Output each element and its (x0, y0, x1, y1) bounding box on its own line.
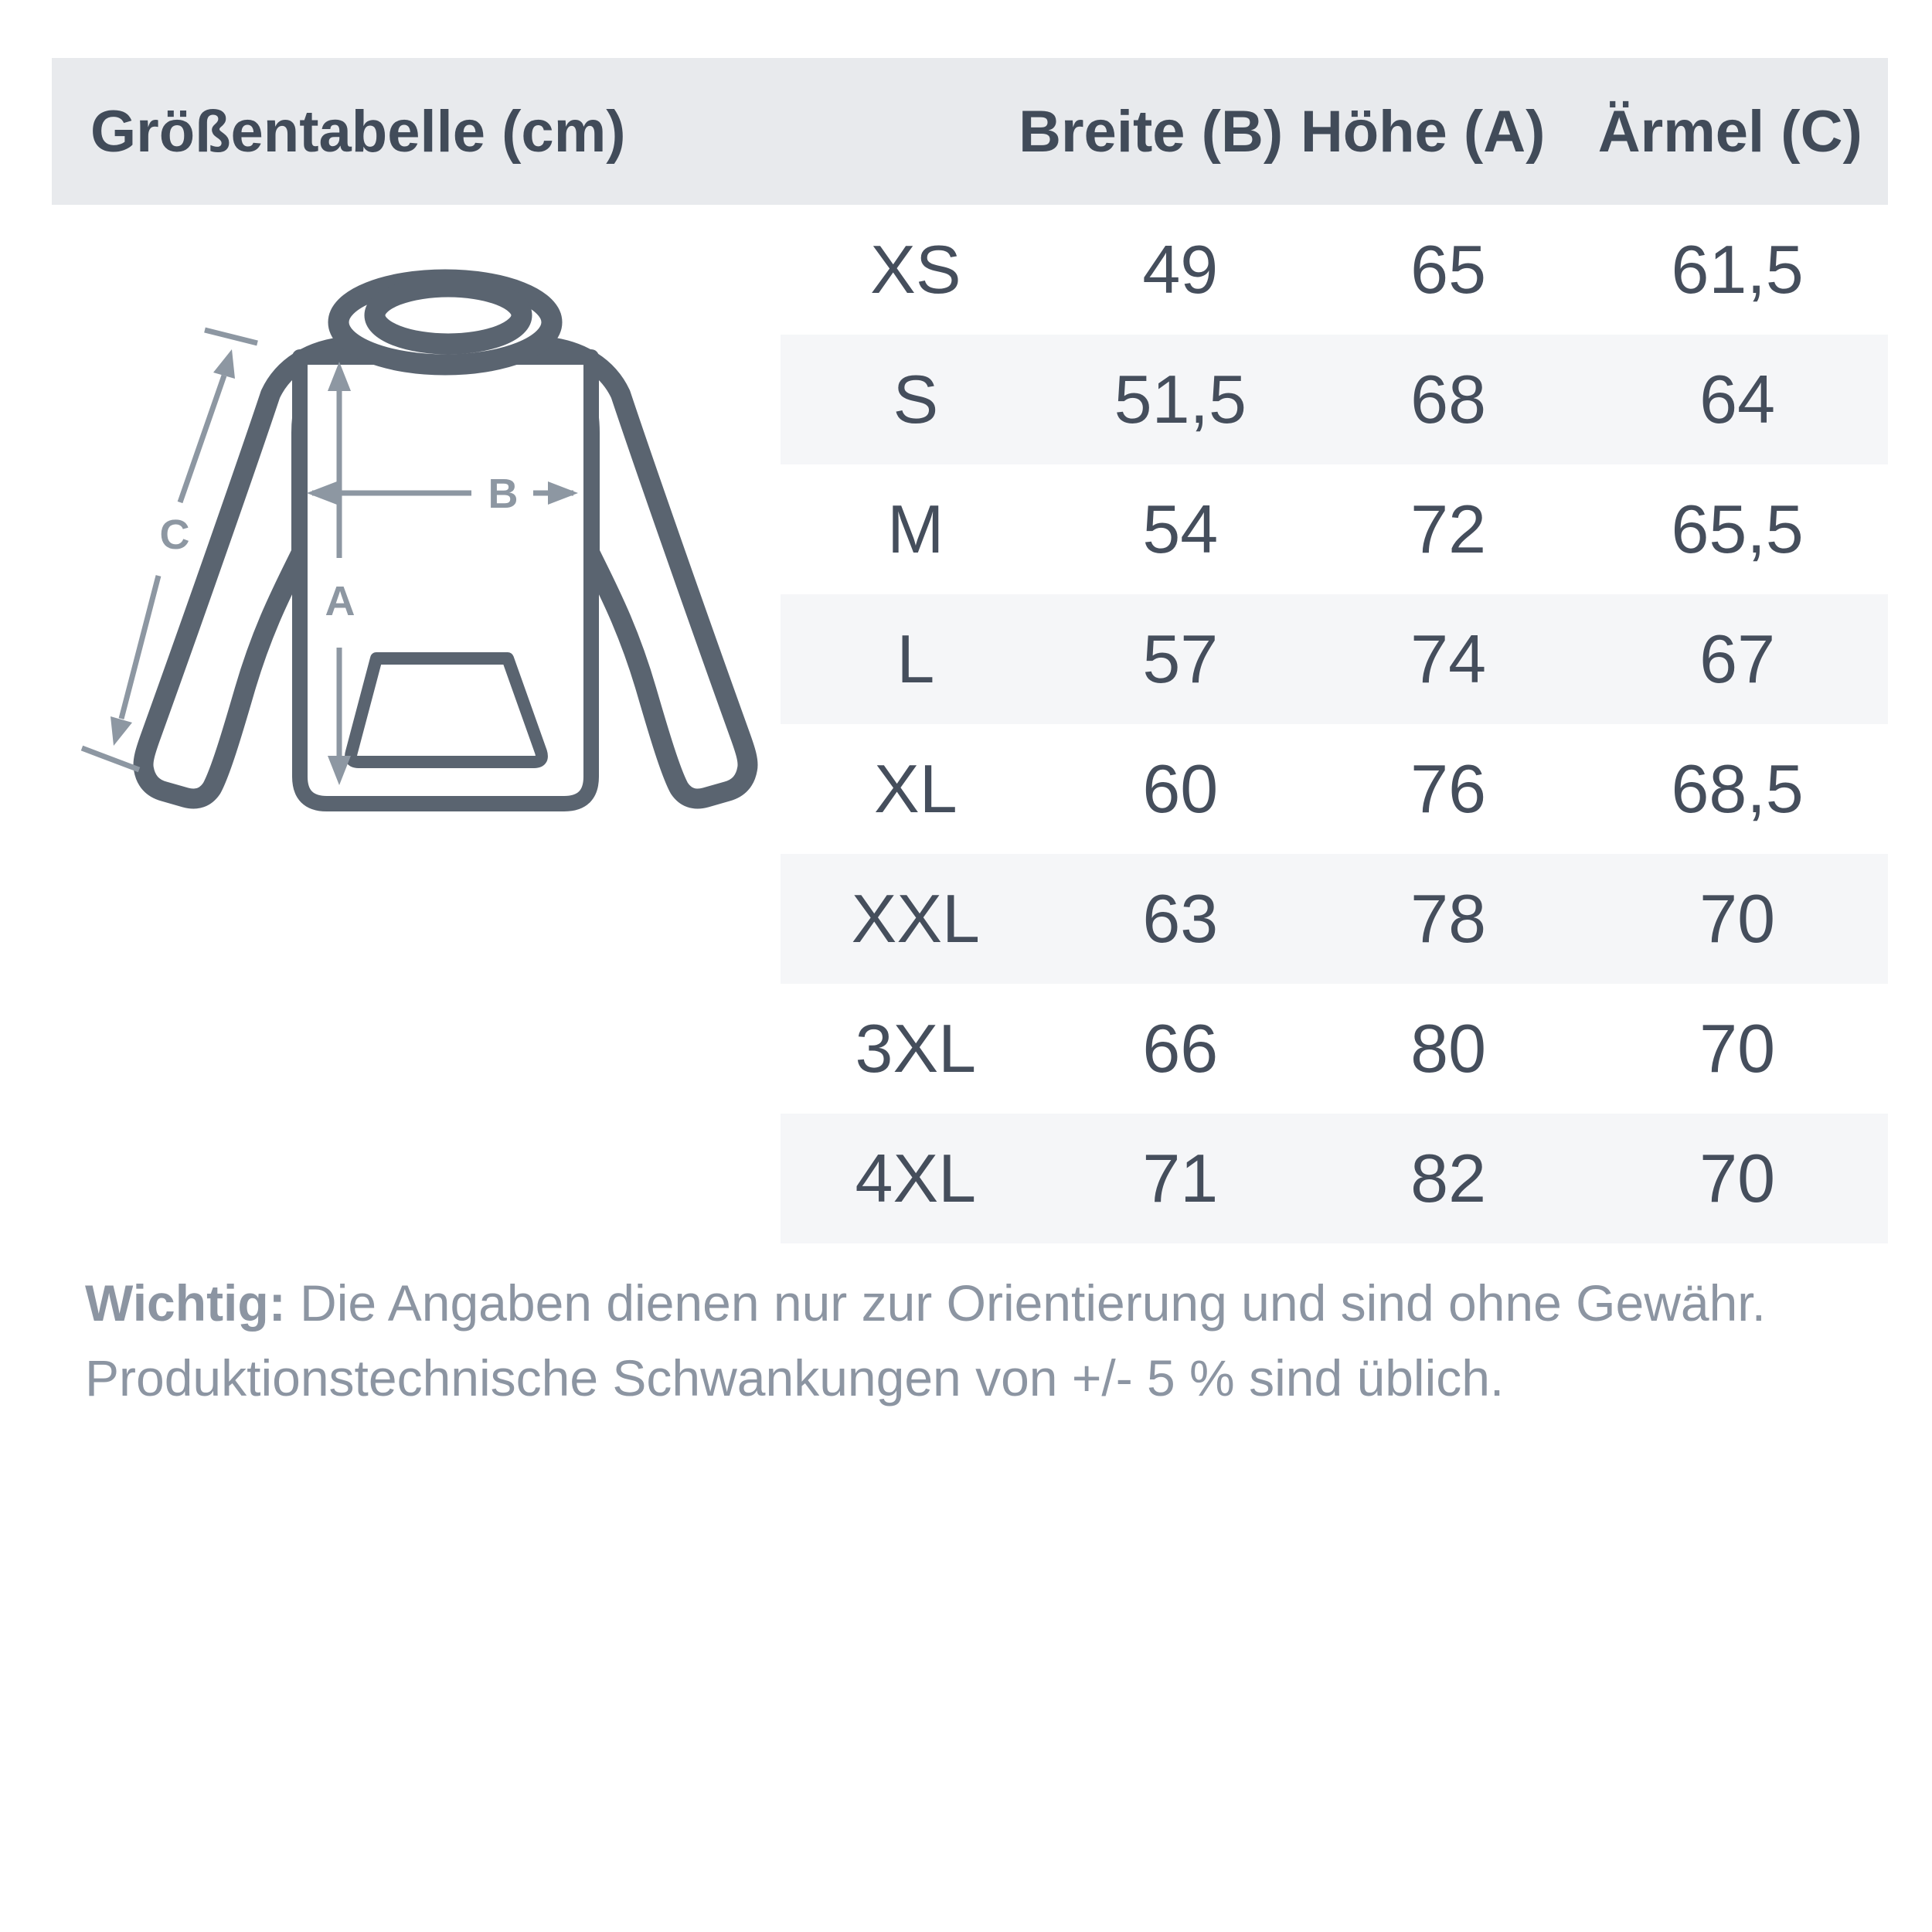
disclaimer-line2: Produktionstechnische Schwankungen von +/- 5 % sind üblich. (85, 1349, 1505, 1406)
column-header-aermel: Ärmel (C) (1597, 98, 1862, 165)
disclaimer-bold-prefix: Wichtig: (85, 1274, 286, 1332)
breite-value: 60 (1142, 750, 1219, 827)
hoehe-value: 80 (1410, 1010, 1487, 1087)
page-title: Größentabelle (cm) (90, 98, 626, 165)
disclaimer-line1: Die Angaben dienen nur zur Orientierung und sind ohne Gewähr. (285, 1274, 1766, 1332)
hoodie-measurement-diagram (62, 247, 773, 835)
breite-value: 66 (1142, 1010, 1219, 1087)
hoehe-value: 78 (1410, 880, 1487, 957)
size-label: M (887, 491, 944, 567)
breite-value: 63 (1142, 880, 1219, 957)
label-b: B (488, 471, 519, 517)
breite-value: 51,5 (1114, 361, 1247, 437)
size-label: 4XL (855, 1140, 977, 1216)
aermel-value: 65,5 (1671, 491, 1804, 567)
hoodie-icon (143, 280, 747, 804)
size-chart-header (52, 58, 1888, 205)
size-label: XXL (851, 880, 980, 957)
table-row-m (781, 464, 1888, 594)
column-header-breite: Breite (B) (1019, 98, 1284, 165)
table-row-l (781, 594, 1888, 724)
hoehe-value: 72 (1410, 491, 1487, 567)
aermel-value: 70 (1699, 880, 1776, 957)
hoodie-hood-opening (375, 287, 522, 344)
aermel-value: 64 (1699, 361, 1776, 437)
size-label: XL (874, 750, 957, 827)
label-c: C (159, 512, 190, 558)
breite-value: 54 (1142, 491, 1219, 567)
hoehe-value: 65 (1410, 231, 1487, 308)
size-label: S (893, 361, 939, 437)
aermel-value: 68,5 (1671, 750, 1804, 827)
table-row-xl (781, 724, 1888, 854)
table-row-s (781, 335, 1888, 464)
breite-value: 57 (1142, 621, 1219, 697)
aermel-value: 61,5 (1671, 231, 1804, 308)
table-row-3xl (781, 984, 1888, 1114)
table-row-xs (781, 205, 1888, 335)
hoodie-pocket (351, 658, 542, 762)
column-headers (781, 58, 1888, 205)
hoehe-value: 76 (1410, 750, 1487, 827)
hoehe-value: 82 (1410, 1140, 1487, 1216)
table-row-4xl (781, 1114, 1888, 1243)
size-label: XS (870, 231, 961, 308)
size-table (781, 205, 1888, 1243)
disclaimer-note (85, 1266, 1862, 1416)
breite-value: 49 (1142, 231, 1219, 308)
aermel-value: 67 (1699, 621, 1776, 697)
breite-value: 71 (1142, 1140, 1219, 1216)
label-a: A (325, 578, 355, 624)
hoehe-value: 74 (1410, 621, 1487, 697)
table-row-xxl (781, 854, 1888, 984)
hoehe-value: 68 (1410, 361, 1487, 437)
size-label: L (896, 621, 935, 697)
aermel-value: 70 (1699, 1010, 1776, 1087)
size-label: 3XL (855, 1010, 977, 1087)
column-header-hoehe: Höhe (A) (1300, 98, 1546, 165)
aermel-value: 70 (1699, 1140, 1776, 1216)
